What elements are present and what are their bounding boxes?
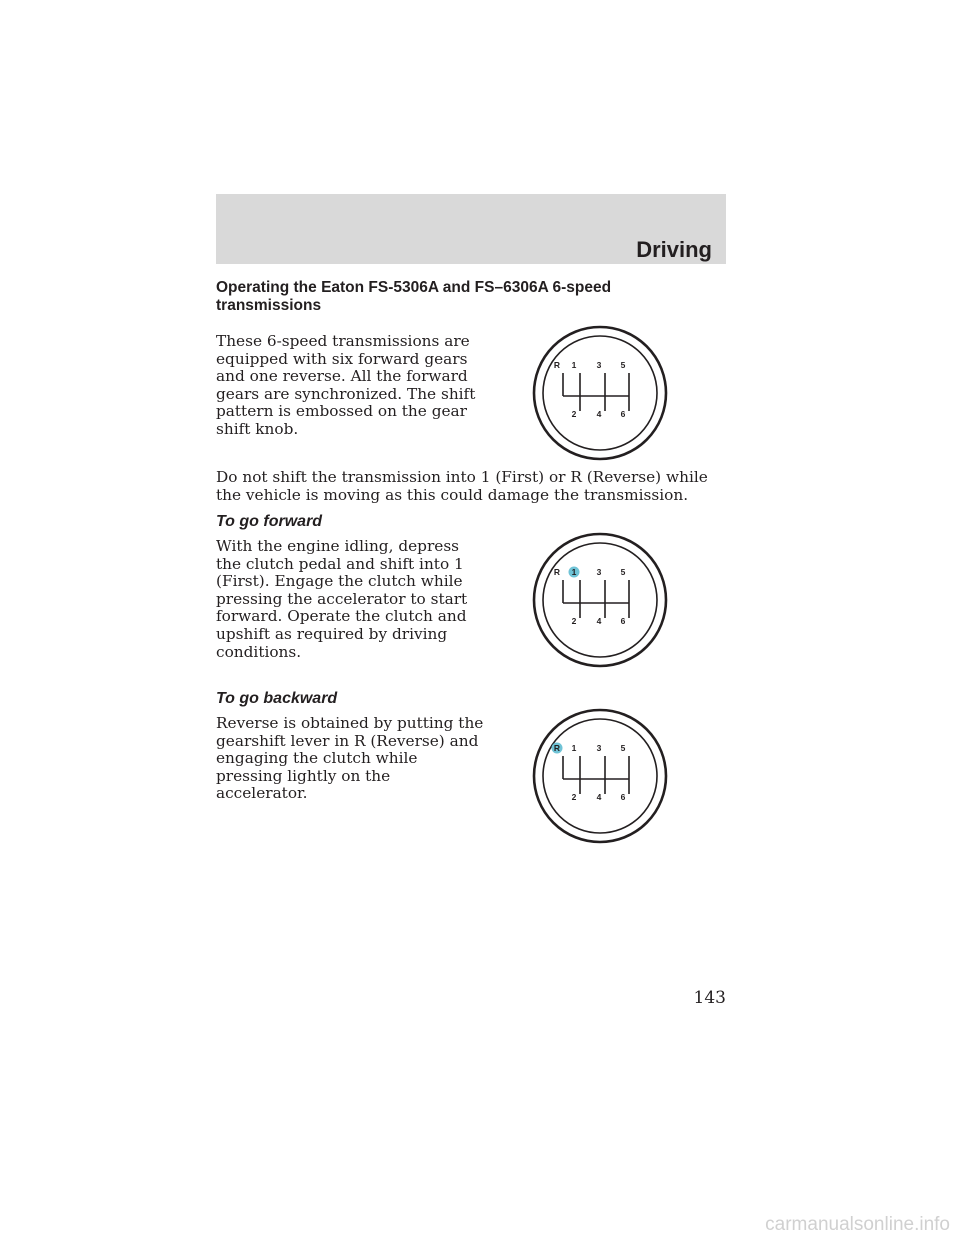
- page-heading: Operating the Eaton FS-5306A and FS–6306A 6-speed transmissions: [216, 279, 612, 314]
- knob-inner-ring: [543, 336, 657, 450]
- shift-knob-diagram-1: [530, 323, 670, 463]
- knob-outer-ring: [534, 534, 666, 666]
- gear-label-1: 1: [571, 567, 577, 577]
- page-number: 143: [693, 988, 726, 1008]
- intro-paragraph: These 6-speed transmissions are equipped with six forward gears and one reverse. All the forward gears are synchronized. The shift pattern is embossed on the gear shift knob.: [216, 332, 476, 438]
- forward-paragraph: With the engine idling, depress the clutch pedal and shift into 1 (First). Engage the clutch while pressing the accelerator to start forward. Operate the clutch and upshift as required by driving conditions.: [216, 537, 468, 661]
- gear-label-2: 2: [571, 409, 577, 419]
- backward-paragraph: Reverse is obtained by putting the gearshift lever in R (Reverse) and engaging the clutch while pressing lightly on the accelerator.: [216, 714, 484, 803]
- gear-label-6: 6: [620, 616, 626, 626]
- gear-label-5: 5: [620, 743, 626, 753]
- shift-knob-3-svg: [530, 706, 670, 846]
- gear-label-R: R: [553, 743, 561, 753]
- knob-inner-ring: [543, 543, 657, 657]
- knob-inner-ring: [543, 719, 657, 833]
- gear-label-4: 4: [596, 616, 602, 626]
- gear-label-2: 2: [571, 616, 577, 626]
- shift-knob-diagram-2: [530, 530, 670, 670]
- shift-knob-1-svg: [530, 323, 670, 463]
- subhead-backward: To go backward: [216, 690, 338, 707]
- gear-label-6: 6: [620, 792, 626, 802]
- gear-label-3: 3: [596, 567, 602, 577]
- gear-label-5: 5: [620, 360, 626, 370]
- section-title: Driving: [636, 237, 712, 262]
- gear-label-3: 3: [596, 743, 602, 753]
- watermark: carmanualsonline.info: [765, 1214, 950, 1235]
- gear-label-5: 5: [620, 567, 626, 577]
- gear-label-1: 1: [571, 743, 577, 753]
- gear-label-2: 2: [571, 792, 577, 802]
- gear-label-6: 6: [620, 409, 626, 419]
- gear-label-4: 4: [596, 409, 602, 419]
- knob-outer-ring: [534, 327, 666, 459]
- caution-paragraph: Do not shift the transmission into 1 (First) or R (Reverse) while the vehicle is moving as this could damage the transmission.: [216, 468, 708, 504]
- subhead-forward: To go forward: [216, 513, 323, 530]
- section-header-band: [216, 194, 726, 264]
- shift-knob-diagram-3: [530, 706, 670, 846]
- gear-label-4: 4: [596, 792, 602, 802]
- shift-knob-2-svg: [530, 530, 670, 670]
- gear-label-1: 1: [571, 360, 577, 370]
- knob-outer-ring: [534, 710, 666, 842]
- gear-label-R: R: [553, 567, 561, 577]
- gear-label-3: 3: [596, 360, 602, 370]
- gear-label-R: R: [553, 360, 561, 370]
